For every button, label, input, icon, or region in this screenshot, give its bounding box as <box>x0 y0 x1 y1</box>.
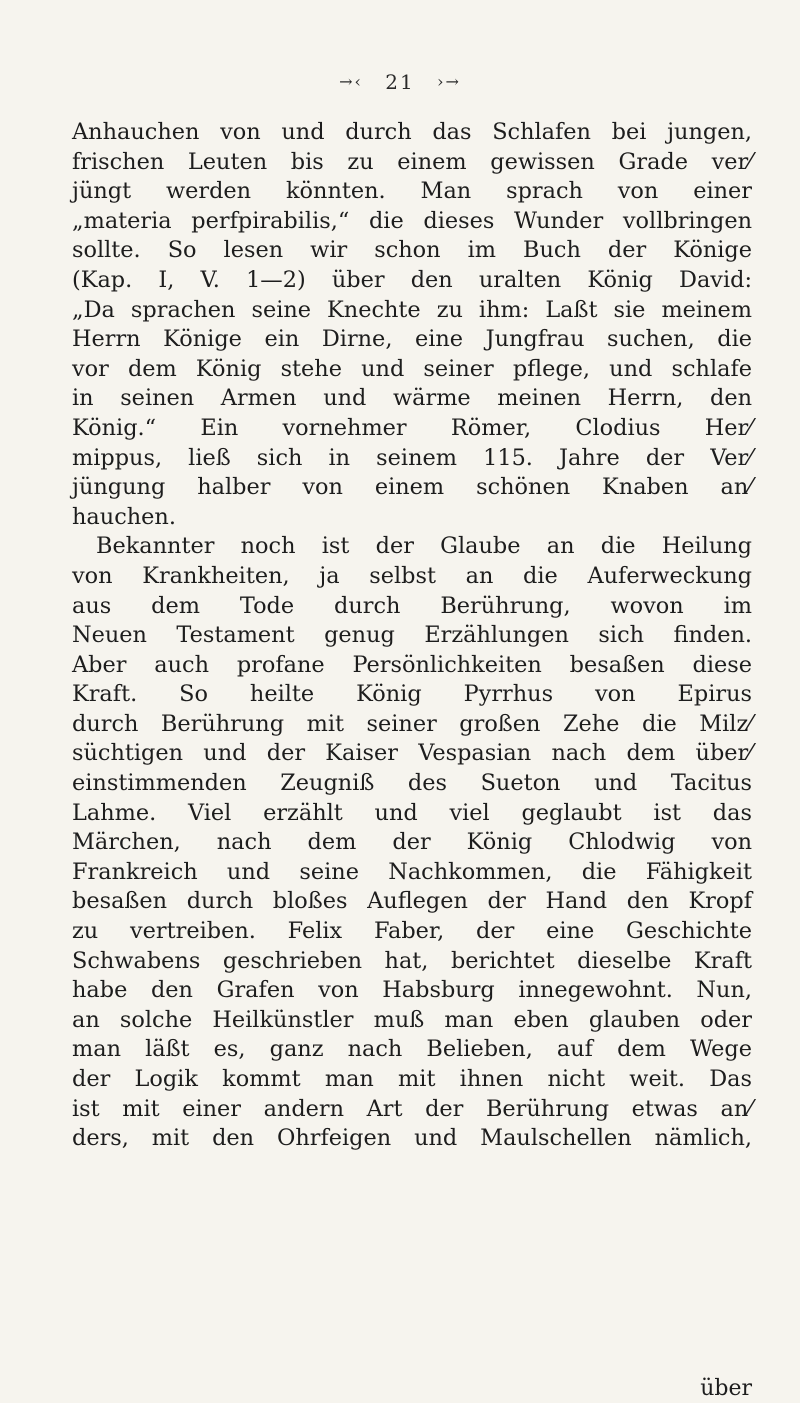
text-line: vor dem König stehe und seiner pflege, und schlafe <box>72 355 752 382</box>
text-line: aus dem Tode durch Berührung, wovon im <box>72 592 752 619</box>
text-line: man läßt es, ganz nach Belieben, auf dem Wege <box>72 1036 752 1063</box>
text-line: jüngung halber von einem schönen Knaben an⁄ <box>72 474 752 501</box>
body-text <box>72 118 752 1154</box>
text-line: „Da sprachen seine Knechte zu ihm: Laßt sie meinem <box>72 296 752 323</box>
text-line: (Kap. I, V. 1—2) über den uralten König David: <box>72 266 752 293</box>
text-line: Frankreich und seine Nachkommen, die Fähigkeit <box>72 858 752 885</box>
text-line: Aber auch profane Persönlichkeiten besaßen diese <box>72 651 752 678</box>
text-line: Anhauchen von und durch das Schlafen bei jungen, <box>72 119 752 145</box>
text-line: Lahme. Viel erzählt und viel geglaubt ist das <box>72 799 752 826</box>
text-line: Neuen Testament genug Erzählungen sich finden. <box>72 622 752 649</box>
text-line: ders, mit den Ohrfeigen und Maulschellen nämlich, <box>72 1125 752 1152</box>
text-line: Kraft. So heilte König Pyrrhus von Epirus <box>72 681 752 708</box>
page-number: 21 <box>385 69 415 94</box>
text-line: durch Berührung mit seiner großen Zehe die Milz⁄ <box>72 710 752 737</box>
header-ornament-left: →‹ <box>339 72 363 91</box>
text-line: Märchen, nach dem der König Chlodwig von <box>72 829 752 856</box>
text-line: zu vertreiben. Felix Faber, der eine Geschichte <box>72 918 752 945</box>
text-line: „materia perfpirabilis,“ die dieses Wunder vollbringen <box>72 207 752 234</box>
header-ornament-right: ›→ <box>437 72 461 91</box>
text-line: hauchen. <box>72 503 176 530</box>
text-line: mippus, ließ sich in seinem 115. Jahre der Ver⁄ <box>72 444 752 471</box>
text-line: frischen Leuten bis zu einem gewissen Grade ver⁄ <box>72 148 752 175</box>
page-header <box>0 68 800 94</box>
text-line: König.“ Ein vornehmer Römer, Clodius Her⁄ <box>72 414 752 441</box>
text-line: der Logik kommt man mit ihnen nicht weit. Das <box>72 1066 752 1092</box>
text-line: Schwabens geschrieben hat, berichtet dieselbe Kraft <box>72 947 752 974</box>
text-line: ist mit einer andern Art der Berührung etwas an⁄ <box>72 1095 752 1122</box>
text-line: besaßen durch bloßes Auflegen der Hand den Kropf <box>72 888 752 915</box>
text-line: süchtigen und der Kaiser Vespasian nach dem über⁄ <box>72 740 752 767</box>
text-line: sollte. So lesen wir schon im Buch der Könige <box>72 237 752 264</box>
catchword: über <box>700 1376 752 1401</box>
text-line: Bekannter noch ist der Glaube an die Heilung <box>96 533 752 560</box>
text-line: von Krankheiten, ja selbst an die Auferweckung <box>72 562 752 589</box>
text-line: in seinen Armen und wärme meinen Herrn, den <box>72 385 752 412</box>
text-line: habe den Grafen von Habsburg innegewohnt. Nun, <box>72 977 752 1004</box>
text-line: Herrn Könige ein Dirne, eine Jungfrau suchen, die <box>72 326 752 353</box>
text-line: an solche Heilkünstler muß man eben glauben oder <box>72 1006 752 1033</box>
text-line: einstimmenden Zeugniß des Sueton und Tacitus <box>72 770 752 797</box>
text-line: jüngt werden könnten. Man sprach von einer <box>72 178 752 205</box>
